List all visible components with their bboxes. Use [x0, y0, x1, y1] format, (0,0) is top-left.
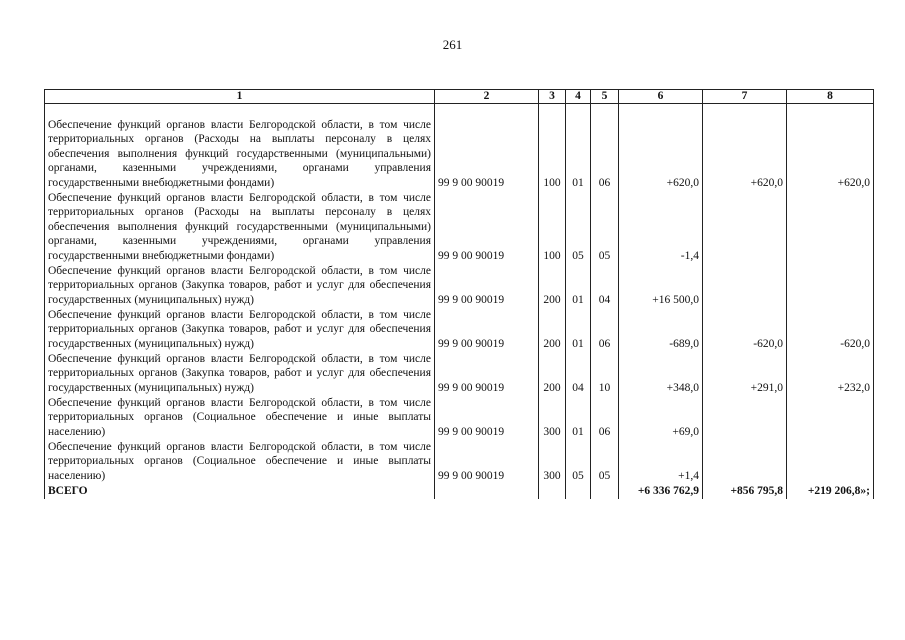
row-code: 99 9 00 90019 — [435, 190, 539, 263]
table-row — [45, 439, 874, 483]
row-col6: +1,4 — [619, 439, 703, 483]
row-col3: 300 — [539, 395, 566, 439]
column-header: 5 — [591, 90, 619, 104]
row-col4: 01 — [566, 104, 591, 191]
row-col3: 200 — [539, 263, 566, 307]
row-col5: 05 — [591, 190, 619, 263]
table-row — [45, 263, 874, 307]
row-col8 — [787, 263, 874, 307]
row-description: Обеспечение функций органов власти Белгородской области, в том числе территориальных органов (Расходы на выплаты персоналу в целях обеспечения выполнения функций государственными (муниципальными) органами, казенными учреждениями, органами управления государственными внебюджетными фондами) — [45, 190, 435, 263]
row-code: 99 9 00 90019 — [435, 104, 539, 191]
row-code: 99 9 00 90019 — [435, 351, 539, 395]
row-code: 99 9 00 90019 — [435, 307, 539, 351]
column-header: 6 — [619, 90, 703, 104]
row-description: Обеспечение функций органов власти Белгородской области, в том числе территориальных органов (Расходы на выплаты персоналу в целях обеспечения выполнения функций государственными (муниципальными) органами, казенными учреждениями, органами управления государственными внебюджетными фондами) — [45, 104, 435, 191]
row-col3: 200 — [539, 351, 566, 395]
row-col5: 10 — [591, 351, 619, 395]
row-code: 99 9 00 90019 — [435, 263, 539, 307]
row-col6: -1,4 — [619, 190, 703, 263]
column-header: 8 — [787, 90, 874, 104]
row-col3: 300 — [539, 439, 566, 483]
row-col5: 06 — [591, 395, 619, 439]
row-description: Обеспечение функций органов власти Белгородской области, в том числе территориальных органов (Закупка товаров, работ и услуг для обеспечения государственных (муниципальных) нужд) — [45, 263, 435, 307]
header-row — [45, 90, 874, 104]
row-col7 — [703, 395, 787, 439]
row-col8: -620,0 — [787, 307, 874, 351]
row-col8 — [787, 439, 874, 483]
row-col4: 01 — [566, 307, 591, 351]
table-row — [45, 104, 874, 191]
row-code: 99 9 00 90019 — [435, 439, 539, 483]
column-header: 7 — [703, 90, 787, 104]
row-col6: +620,0 — [619, 104, 703, 191]
row-col5: 04 — [591, 263, 619, 307]
total-label: ВСЕГО — [45, 483, 435, 499]
row-col4: 05 — [566, 190, 591, 263]
total-empty-cell — [591, 483, 619, 499]
column-header: 4 — [566, 90, 591, 104]
total-empty-cell — [566, 483, 591, 499]
row-col4: 04 — [566, 351, 591, 395]
row-col5: 06 — [591, 307, 619, 351]
total-empty-cell — [539, 483, 566, 499]
row-col6: +69,0 — [619, 395, 703, 439]
total-col8: +219 206,8»; — [787, 483, 874, 499]
row-description: Обеспечение функций органов власти Белгородской области, в том числе территориальных органов (Закупка товаров, работ и услуг для обеспечения государственных (муниципальных) нужд) — [45, 307, 435, 351]
row-col8: +620,0 — [787, 104, 874, 191]
row-col5: 05 — [591, 439, 619, 483]
row-description: Обеспечение функций органов власти Белгородской области, в том числе территориальных органов (Социальное обеспечение и иные выплаты населению) — [45, 439, 435, 483]
column-header: 3 — [539, 90, 566, 104]
total-col6: +6 336 762,9 — [619, 483, 703, 499]
row-col4: 05 — [566, 439, 591, 483]
row-col6: +16 500,0 — [619, 263, 703, 307]
column-header: 2 — [435, 90, 539, 104]
table-row — [45, 351, 874, 395]
row-col3: 100 — [539, 104, 566, 191]
budget-table — [44, 89, 874, 499]
row-col7: +620,0 — [703, 104, 787, 191]
row-col6: -689,0 — [619, 307, 703, 351]
row-col8: +232,0 — [787, 351, 874, 395]
row-col7 — [703, 190, 787, 263]
row-col7: -620,0 — [703, 307, 787, 351]
row-col7 — [703, 439, 787, 483]
row-col5: 06 — [591, 104, 619, 191]
row-description: Обеспечение функций органов власти Белгородской области, в том числе территориальных органов (Закупка товаров, работ и услуг для обеспечения государственных (муниципальных) нужд) — [45, 351, 435, 395]
row-col4: 01 — [566, 263, 591, 307]
column-header: 1 — [45, 90, 435, 104]
row-col8 — [787, 395, 874, 439]
page-number: 261 — [442, 37, 463, 52]
row-col7: +291,0 — [703, 351, 787, 395]
row-col3: 200 — [539, 307, 566, 351]
total-col7: +856 795,8 — [703, 483, 787, 499]
row-col6: +348,0 — [619, 351, 703, 395]
row-col3: 100 — [539, 190, 566, 263]
row-code: 99 9 00 90019 — [435, 395, 539, 439]
total-row — [45, 483, 874, 499]
total-empty-cell — [435, 483, 539, 499]
row-col8 — [787, 190, 874, 263]
table-row — [45, 190, 874, 263]
table-row — [45, 395, 874, 439]
row-col7 — [703, 263, 787, 307]
table-row — [45, 307, 874, 351]
row-col4: 01 — [566, 395, 591, 439]
row-description: Обеспечение функций органов власти Белгородской области, в том числе территориальных органов (Социальное обеспечение и иные выплаты населению) — [45, 395, 435, 439]
